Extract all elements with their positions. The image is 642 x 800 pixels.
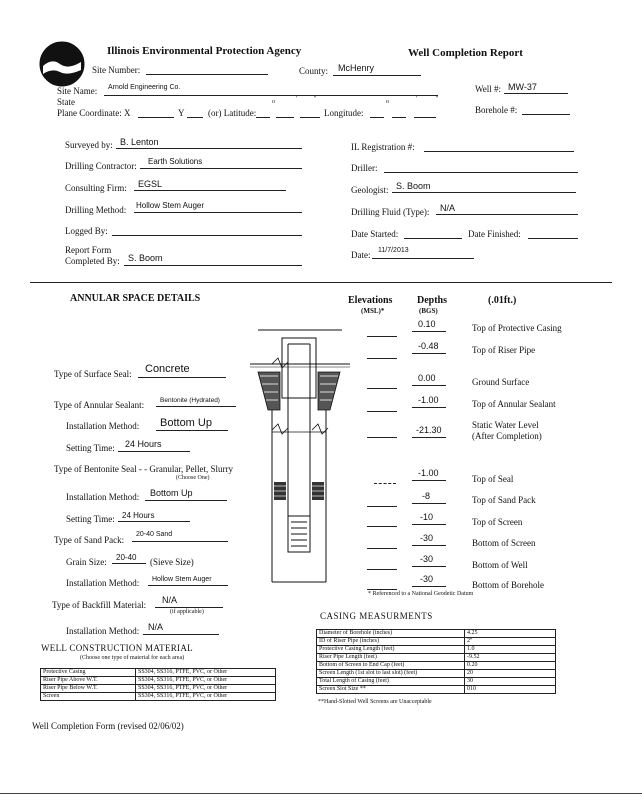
depth-label-4: Top of Annular Sealant bbox=[472, 399, 556, 409]
precision-header: (.01ft.) bbox=[488, 295, 517, 306]
table-row bbox=[41, 677, 276, 685]
lat-second-symbol: " bbox=[314, 96, 317, 102]
latitude-degrees-field[interactable] bbox=[256, 117, 270, 118]
drilling-contractor-value[interactable]: Earth Solutions bbox=[148, 157, 203, 166]
installation-method-line-1 bbox=[156, 430, 228, 431]
depth-line-5 bbox=[412, 437, 446, 438]
depth-value-1[interactable]: 0.10 bbox=[418, 319, 436, 329]
table-row bbox=[317, 678, 556, 686]
date-finished-label: Date Finished: bbox=[468, 229, 521, 239]
backfill-label: Type of Backfill Material: bbox=[52, 600, 147, 610]
setting-time-value-1[interactable]: 24 Hours bbox=[125, 439, 162, 449]
il-registration-label: IL Registration #: bbox=[351, 142, 415, 152]
installation-method-label-2: Installation Method: bbox=[66, 492, 140, 502]
installation-method-value-1[interactable]: Bottom Up bbox=[160, 417, 212, 429]
backfill-value[interactable]: N/A bbox=[162, 595, 178, 605]
consulting-firm-field-line bbox=[134, 190, 286, 191]
depth-label-2: Top of Riser Pipe bbox=[472, 345, 536, 355]
agency-name: Illinois Environmental Protection Agency bbox=[107, 45, 302, 57]
installation-method-line-2 bbox=[145, 500, 227, 501]
depth-label-11: Bottom of Borehole bbox=[472, 580, 544, 590]
well-diagram bbox=[250, 320, 350, 590]
section-divider bbox=[30, 282, 612, 283]
material-row-label: Riser Pipe Above W.T. bbox=[41, 677, 136, 685]
grain-size-label: Grain Size: bbox=[66, 557, 107, 567]
long-minute-symbol: ' bbox=[416, 96, 418, 102]
latitude-label: (or) Latitude: bbox=[208, 108, 257, 118]
date-finished-field[interactable] bbox=[528, 238, 578, 239]
casing-measurements-title: CASING MEASURMENTS bbox=[320, 611, 433, 621]
installation-method-label-3: Installation Method: bbox=[66, 578, 140, 588]
county-label: County: bbox=[299, 66, 329, 76]
elevations-header: Elevations bbox=[348, 295, 393, 306]
elev-field-3[interactable] bbox=[367, 388, 397, 389]
depth-value-5[interactable]: -21.30 bbox=[416, 425, 442, 435]
table-row bbox=[317, 638, 556, 646]
surveyed-by-label: Surveyed by: bbox=[65, 140, 113, 150]
report-date-value[interactable]: 11/7/2013 bbox=[378, 247, 409, 254]
completed-by-value[interactable]: S. Boom bbox=[128, 253, 163, 263]
setting-time-value-2[interactable]: 24 Hours bbox=[122, 511, 155, 520]
state-label: State bbox=[57, 97, 75, 107]
construction-material-table bbox=[40, 668, 276, 701]
longitude-label: Longitude: bbox=[324, 108, 364, 118]
longitude-minutes-field[interactable] bbox=[392, 117, 406, 118]
depth-line-4 bbox=[412, 407, 446, 408]
depth-line-3 bbox=[412, 385, 446, 386]
lat-degree-symbol: o bbox=[272, 99, 275, 105]
table-row bbox=[41, 669, 276, 677]
grain-size-line bbox=[112, 563, 146, 564]
sieve-size-label: (Sieve Size) bbox=[150, 557, 194, 567]
casing-row-value[interactable]: 0.20 bbox=[465, 662, 556, 670]
drilling-method-value[interactable]: Hollow Stem Auger bbox=[136, 201, 205, 210]
logged-by-label: Logged By: bbox=[65, 226, 108, 236]
bentonite-seal-label: Type of Bentonite Seal - - Granular, Pellet, Slurry bbox=[54, 464, 233, 474]
choose-one-label: (Choose One) bbox=[176, 475, 210, 481]
depth-label-10: Bottom of Well bbox=[472, 560, 528, 570]
county-field-line bbox=[333, 75, 421, 76]
depth-value-6[interactable]: -1.00 bbox=[418, 468, 439, 478]
elev-field-4[interactable] bbox=[367, 411, 397, 412]
site-number-label: Site Number: bbox=[92, 65, 141, 75]
casing-row-value[interactable]: 010 bbox=[465, 686, 556, 694]
site-name-value[interactable]: Arnold Engineering Co. bbox=[108, 84, 181, 91]
material-row-options[interactable]: SS304, SS316, PTFE, PVC, or Other bbox=[136, 677, 276, 685]
sand-pack-line bbox=[132, 541, 228, 542]
site-number-field[interactable] bbox=[146, 74, 268, 75]
surface-seal-label: Type of Surface Seal: bbox=[54, 369, 132, 379]
depth-label-8: Top of Screen bbox=[472, 517, 523, 527]
completed-by-label: Completed By: bbox=[65, 256, 120, 266]
depth-value-8[interactable]: -10 bbox=[420, 512, 434, 522]
casing-row-value[interactable]: 2" bbox=[465, 638, 556, 646]
table-row bbox=[317, 630, 556, 638]
depth-label-6: Top of Seal bbox=[472, 474, 514, 484]
geologist-field-line bbox=[392, 192, 576, 193]
depth-label-5b: (After Completion) bbox=[472, 431, 542, 441]
report-date-label: Date: bbox=[351, 250, 371, 260]
surveyed-by-field-line bbox=[116, 148, 302, 149]
depth-line-11 bbox=[412, 586, 446, 587]
well-number-field-line bbox=[504, 93, 568, 94]
longitude-degrees-field[interactable] bbox=[370, 117, 384, 118]
lat-minute-symbol: ' bbox=[296, 96, 298, 102]
depth-line-2 bbox=[412, 353, 446, 354]
county-value[interactable]: McHenry bbox=[338, 63, 375, 73]
geologist-value[interactable]: S. Boom bbox=[396, 181, 431, 191]
installation-method-value-4[interactable]: N/A bbox=[148, 622, 164, 632]
drilling-contractor-field-line bbox=[140, 168, 302, 169]
casing-row-label: Diameter of Borehole (inches) bbox=[317, 630, 465, 638]
annular-sealant-value[interactable]: Bentonite (Hydrated) bbox=[160, 397, 220, 404]
depth-label-5: Static Water Level bbox=[472, 420, 539, 430]
protective-casing bbox=[282, 338, 316, 398]
construction-material-subtitle: (Choose one type of material for each area) bbox=[80, 655, 185, 661]
material-row-label: Screen bbox=[41, 693, 136, 701]
elev-field-9[interactable] bbox=[367, 548, 397, 549]
surface-seal-left bbox=[258, 372, 280, 410]
date-started-field[interactable] bbox=[404, 238, 462, 239]
report-title: Well Completion Report bbox=[408, 47, 523, 59]
casing-row-label: Screen Slot Size ** bbox=[317, 686, 465, 694]
setting-time-label-2: Setting Time: bbox=[66, 514, 115, 524]
depth-label-7: Top of Sand Pack bbox=[472, 495, 536, 505]
site-name-field-line bbox=[104, 95, 438, 96]
material-row-options[interactable]: SS304, SS316, PTFE, PVC, or Other bbox=[136, 693, 276, 701]
annular-sealant-line bbox=[156, 406, 236, 407]
long-degree-symbol: o bbox=[386, 99, 389, 105]
table-row bbox=[317, 670, 556, 678]
material-row-label: Riser Pipe Below W.T. bbox=[41, 685, 136, 693]
surface-seal-line bbox=[138, 377, 226, 378]
page-bottom-edge bbox=[0, 793, 642, 794]
datum-note: * Referenced to a National Geodetic Datum bbox=[368, 591, 474, 597]
logged-by-field[interactable] bbox=[112, 235, 302, 236]
sand-pack-value[interactable]: 20-40 Sand bbox=[136, 531, 173, 538]
installation-method-value-2[interactable]: Bottom Up bbox=[150, 488, 193, 498]
setting-time-line-1 bbox=[118, 451, 190, 452]
installation-method-label-1: Installation Method: bbox=[66, 421, 140, 431]
table-row bbox=[317, 662, 556, 670]
latitude-minutes-field[interactable] bbox=[276, 117, 294, 118]
well-number-value[interactable]: MW-37 bbox=[508, 82, 537, 92]
borehole-field[interactable] bbox=[522, 114, 570, 115]
sand-pack-label: Type of Sand Pack: bbox=[54, 535, 125, 545]
depth-label-9: Bottom of Screen bbox=[472, 538, 536, 548]
report-form-label: Report Form bbox=[65, 245, 112, 255]
depth-line-10 bbox=[412, 566, 446, 567]
depth-line-8 bbox=[412, 524, 446, 525]
driller-field[interactable] bbox=[384, 172, 578, 173]
backfill-line bbox=[155, 607, 223, 608]
casing-row-value[interactable]: 4.25 bbox=[465, 630, 556, 638]
material-row-options[interactable]: SS304, SS316, PTFE, PVC, or Other bbox=[136, 685, 276, 693]
plane-coordinate-x-label: Plane Coordinate: X bbox=[57, 108, 131, 118]
drilling-method-label: Drilling Method: bbox=[65, 205, 127, 215]
drilling-fluid-value[interactable]: N/A bbox=[440, 203, 456, 213]
depth-label-1: Top of Protective Casing bbox=[472, 323, 562, 333]
depth-value-10[interactable]: -30 bbox=[420, 554, 434, 564]
elev-field-2[interactable] bbox=[367, 358, 397, 359]
borehole-label: Borehole #: bbox=[475, 105, 518, 115]
drilling-contractor-label: Drilling Contractor: bbox=[65, 161, 137, 171]
casing-row-label: ID of Riser Pipe (inches) bbox=[317, 638, 465, 646]
elev-field-5[interactable] bbox=[367, 437, 397, 438]
agency-seal-logo bbox=[38, 40, 86, 88]
consulting-firm-value[interactable]: EGSL bbox=[138, 179, 163, 189]
table-row bbox=[317, 646, 556, 654]
depth-value-2[interactable]: -0.48 bbox=[418, 341, 439, 351]
elev-field-8[interactable] bbox=[367, 526, 397, 527]
elev-field-11[interactable] bbox=[367, 589, 397, 590]
hand-slotted-note: **Hand-Slotted Well Screens are Unacceptable bbox=[318, 699, 432, 705]
table-row bbox=[41, 685, 276, 693]
date-started-label: Date Started: bbox=[351, 229, 399, 239]
material-row-label: Protective Casing bbox=[41, 669, 136, 677]
casing-row-label: Bottom of Screen to End Cap (feet) bbox=[317, 662, 465, 670]
bgs-header: (BGS) bbox=[419, 307, 438, 315]
depth-label-3: Ground Surface bbox=[472, 377, 530, 387]
report-date-field-line bbox=[372, 258, 474, 259]
casing-row-value[interactable]: 20 bbox=[465, 670, 556, 678]
construction-material-title: WELL CONSTRUCTION MATERIAL bbox=[41, 643, 193, 653]
installation-method-label-4: Installation Method: bbox=[66, 626, 140, 636]
elev-field-7[interactable] bbox=[367, 506, 397, 507]
surveyed-by-value[interactable]: B. Lenton bbox=[120, 137, 159, 147]
plane-y-label: Y bbox=[178, 108, 185, 118]
depth-value-9[interactable]: -30 bbox=[420, 533, 434, 543]
setting-time-line-2 bbox=[118, 521, 190, 522]
consulting-firm-label: Consulting Firm: bbox=[65, 183, 127, 193]
depth-line-9 bbox=[412, 545, 446, 546]
surface-seal-right bbox=[318, 372, 340, 410]
well-number-label: Well #: bbox=[475, 84, 502, 94]
table-row bbox=[317, 686, 556, 694]
latitude-seconds-field[interactable] bbox=[300, 117, 320, 118]
casing-row-value[interactable]: 1.0 bbox=[465, 646, 556, 654]
casing-row-label: Total Length of Casing (feet) bbox=[317, 678, 465, 686]
table-row bbox=[41, 693, 276, 701]
depths-header: Depths bbox=[417, 295, 448, 306]
casing-measurements-table bbox=[316, 629, 556, 694]
casing-row-label: Protective Casing Length (feet) bbox=[317, 646, 465, 654]
elev-field-10[interactable] bbox=[367, 569, 397, 570]
material-row-options[interactable]: SS304, SS316, PTFE, PVC, or Other bbox=[136, 669, 276, 677]
depth-line-6 bbox=[412, 480, 446, 481]
msl-header: (MSL)* bbox=[361, 307, 385, 315]
depth-value-3[interactable]: 0.00 bbox=[418, 373, 436, 383]
grain-size-value[interactable]: 20-40 bbox=[116, 553, 137, 562]
annular-sealant-label: Type of Annular Sealant: bbox=[54, 400, 145, 410]
il-registration-field[interactable] bbox=[424, 151, 574, 152]
plane-x-field[interactable] bbox=[138, 117, 174, 118]
plane-y-field[interactable] bbox=[187, 117, 203, 118]
form-revision-footer: Well Completion Form (revised 02/06/02) bbox=[32, 721, 184, 731]
long-second-symbol: " bbox=[436, 96, 439, 102]
setting-time-label-1: Setting Time: bbox=[66, 443, 115, 453]
depth-value-11[interactable]: -30 bbox=[420, 574, 434, 584]
depth-value-4[interactable]: -1.00 bbox=[418, 395, 439, 405]
geologist-label: Geologist: bbox=[351, 185, 389, 195]
drilling-fluid-label: Drilling Fluid (Type): bbox=[351, 207, 430, 217]
casing-row-value[interactable]: 30 bbox=[465, 678, 556, 686]
driller-label: Driller: bbox=[351, 163, 378, 173]
installation-method-line-3 bbox=[148, 585, 228, 586]
if-applicable-label: (if applicable) bbox=[170, 609, 204, 615]
elev-field-1[interactable] bbox=[367, 336, 397, 337]
installation-method-value-3[interactable]: Hollow Stem Auger bbox=[152, 576, 212, 583]
elev-field-6[interactable] bbox=[374, 483, 396, 484]
surface-seal-value[interactable]: Concrete bbox=[145, 363, 190, 375]
completed-by-field-line bbox=[124, 265, 302, 266]
longitude-seconds-field[interactable] bbox=[414, 117, 436, 118]
depth-value-7[interactable]: -8 bbox=[422, 491, 431, 501]
table-row bbox=[317, 654, 556, 662]
depth-line-1 bbox=[412, 331, 446, 332]
site-name-label: Site Name: bbox=[57, 86, 98, 96]
casing-row-label: Screen Length (1st slot to last slot) (feet) bbox=[317, 670, 465, 678]
drilling-method-field-line bbox=[134, 212, 302, 213]
depth-line-7 bbox=[412, 503, 446, 504]
installation-method-line-4 bbox=[143, 634, 219, 635]
casing-row-value[interactable]: -9.52 bbox=[465, 654, 556, 662]
casing-row-label: Riser Pipe Length (feet) bbox=[317, 654, 465, 662]
drilling-fluid-field-line bbox=[436, 214, 578, 215]
annular-section-title: ANNULAR SPACE DETAILS bbox=[70, 293, 201, 304]
